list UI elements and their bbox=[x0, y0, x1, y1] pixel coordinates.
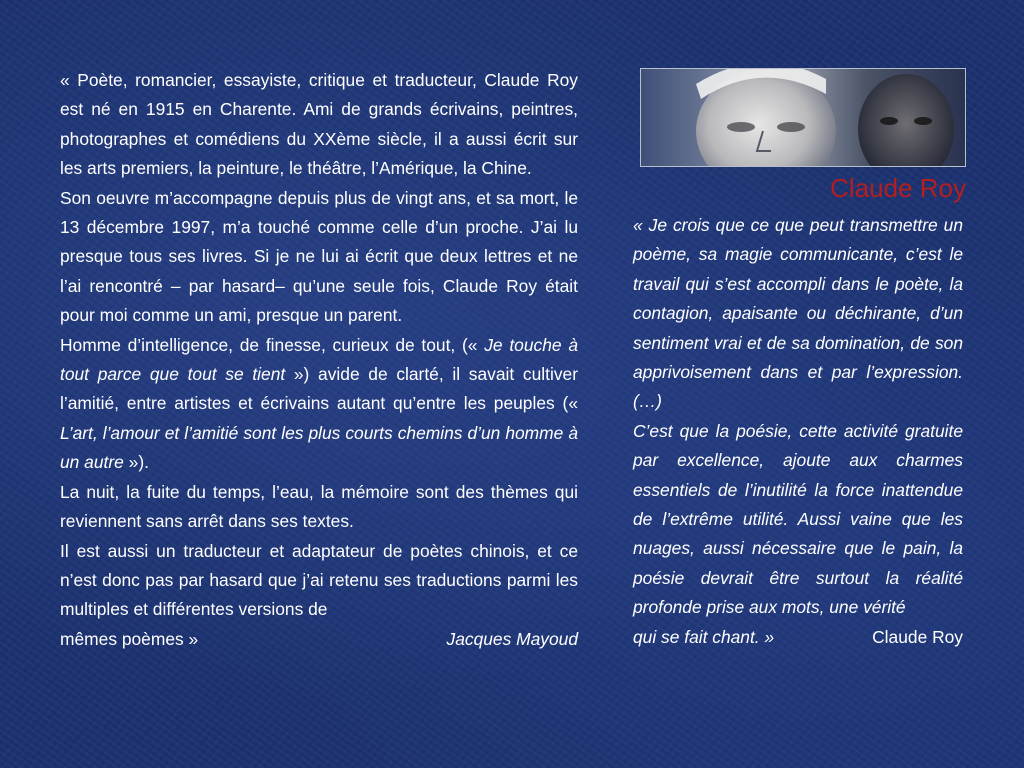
bio-paragraph-2: Son oeuvre m’accompagne depuis plus de vingt ans, et sa mort, le 13 décembre 1997, m’a touché comme celle d’un proche. J’ai lu presque tous ses livres. Si je ne lui ai écrit que deux lettres et ne l’ai rencontré – par hasard– qu’une seule fois, Claude Roy était pour moi comme un ami, presque un parent. bbox=[60, 187, 578, 326]
bio-closing-line bbox=[60, 625, 578, 654]
bio-paragraph-3: Homme d’intelligence, de finesse, curieux de tout, (« Je touche à tout parce que tout se tient ») avide de clarté, il savait cultiver l’amitié, entre artistes et écrivains autant qu’entre les peuples (« L’art, l’amour et l’amitié sont les plus courts chemins d’un homme à un autre »). bbox=[60, 334, 578, 473]
bio-paragraph-4: La nuit, la fuite du temps, l’eau, la mémoire sont des thèmes qui reviennent sans arrêt dans ses textes. bbox=[60, 481, 578, 532]
quote-paragraph-1: « Je crois que ce que peut transmettre un poème, sa magie communicante, c’est le travail qui s’est accompli dans le poète, la contagion, apaisante ou déchirante, d’un sentiment vrai et de sa domination, de son apprivoisement dans et par l’expression. (…) bbox=[633, 215, 963, 412]
author-name-title: Claude Roy bbox=[830, 173, 966, 203]
bio-paragraph-1: « Poète, romancier, essayiste, critique et traducteur, Claude Roy est né en 1915 en Charente. Ami de grands écrivains, peintres, photographes et comédiens du XXème siècle, il a aussi écrit sur les arts premiers, la peinture, le théâtre, l’Amérique, la Chine. bbox=[60, 70, 578, 179]
quote-author: Claude Roy bbox=[872, 626, 963, 647]
bio-paragraph-5-end: mêmes poèmes » bbox=[60, 628, 199, 649]
quote-paragraph-2: C’est que la poésie, cette activité gratuite par excellence, ajoute aux charmes essentiels de l’inutilité la force inattendue de l’extrême utilité. Aussi vaine que les nuages, aussi nécessaire que le pain, la poésie devrait être surtout la réalité profonde prise aux mots, une vérité bbox=[633, 420, 963, 618]
signature-jacques-mayoud: Jacques Mayoud bbox=[446, 628, 578, 649]
bio-paragraph-5: Il est aussi un traducteur et adaptateur de poètes chinois, et ce n’est donc pas par hasard que j’ai retenu ses traductions parmi les multiples et différentes versions de bbox=[60, 540, 578, 620]
quote-lart-lamour: L’art, l’amour et l’amitié sont les plus courts chemins d’un homme à un autre bbox=[60, 422, 578, 473]
quote-paragraph-2-end: qui se fait chant. » bbox=[633, 626, 775, 647]
quote-je-touche: Je touche à tout parce que tout se tient bbox=[60, 334, 578, 385]
portrait-photo-icon bbox=[640, 68, 966, 167]
claude-roy-quote bbox=[633, 211, 963, 652]
quote-closing-line bbox=[633, 623, 963, 652]
biography-text bbox=[60, 66, 578, 654]
